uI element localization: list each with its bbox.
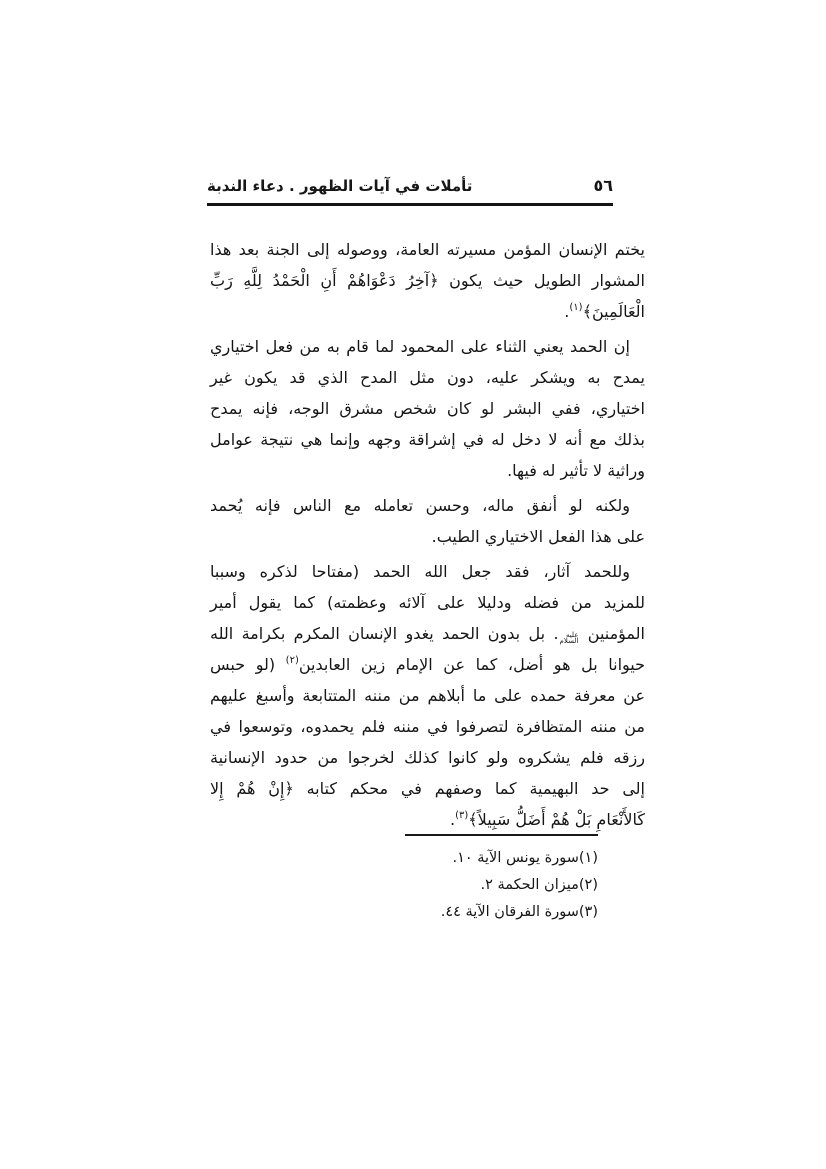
text-line: من مننه المتظافرة لتصرفوا في مننه فلم يحمدوه، وتوسعوا في [210,717,645,736]
paragraph [210,234,645,327]
text-line: إلى حد البهيمية كما وصفهم في محكم كتابه ﴿إِنْ هُمْ إِلا [210,779,645,798]
running-title: تأملات في آيات الظهور . دعاء الندبة [207,177,473,195]
footnotes-list [268,845,598,926]
footnote-item: (١)سورة يونس الآية ١٠. [452,850,598,866]
text-line: المؤمنين عليه السلام. بل بدون الحمد يغدو الإنسان المكرم بكرامة الله [210,624,646,645]
text-line: إن الحمد يعني الثناء على المحمود لما قام به من فعل اختياري [210,337,630,356]
paragraph [210,490,645,552]
footnotes [268,834,598,926]
text-line: حيوانا بل هو أضل، كما عن الإمام زين العابدين$^{(٢)}$ (لو حبس [210,655,646,674]
text-line: كَالأَنْعَامِ بَلْ هُمْ أَضَلُّ سَبِيلاً﴾$^{(٣)}$. [450,810,645,829]
footnote-item: (٢)ميزان الحكمة ٢. [480,877,598,893]
footnote-separator [405,834,598,836]
body-text [210,234,645,839]
page-number: ٥٦ [593,176,613,195]
honorific-alayhissalam: عليه السلام [559,631,579,645]
header-rule [207,203,613,206]
text-line: وراثية لا تأثير له فيها. [507,461,645,480]
text-line: ولكنه لو أنفق ماله، وحسن تعامله مع الناس فإنه يُحمد [210,496,630,515]
page-header [207,176,613,195]
text-line: المشوار الطويل حيث يكون ﴿آخِرُ دَعْوَاهُمْ أَنِ الْحَمْدُ لِلَّهِ رَبِّ [210,271,645,290]
text-line: على هذا الفعل الاختياري الطيب. [431,527,645,546]
text-line: اختياري، ففي البشر لو كان شخص مشرق الوجه، فإنه يمدح [210,399,645,418]
footnote-item: (٣)سورة الفرقان الآية ٤٤. [440,904,598,920]
text-line: بذلك مع أنه لا دخل له في إشراقة وجهه وإنما هي نتيجة عوامل [210,430,645,449]
text-line: الْعَالَمِينَ﴾$^{(١)}$. [564,302,645,321]
text-line: يمدح به ويشكر عليه، دون مثل المدح الذي قد يكون غير [210,368,645,387]
text-line: عن معرفة حمده على ما أبلاهم من مننه المتتابعة وأسبغ عليهم [210,686,645,705]
footnote-ref: (١) [569,302,583,313]
text-line: للمزيد من فضله ودليلا على آلائه وعظمته) كما يقول أمير [210,593,645,612]
text-line: رزقه فلم يشكروه ولو كانوا كذلك لخرجوا من حدود الإنسانية [210,748,645,767]
paragraph [210,331,645,486]
paragraph [210,556,645,835]
footnote-ref: (٣) [455,810,469,821]
footnote-ref: (٢) [285,655,299,666]
text-line: وللحمد آثار، فقد جعل الله الحمد (مفتاحا لذكره وسببا [210,562,630,581]
text-line: يختم الإنسان المؤمن مسيرته العامة، ووصوله إلى الجنة بعد هذا [210,240,645,259]
